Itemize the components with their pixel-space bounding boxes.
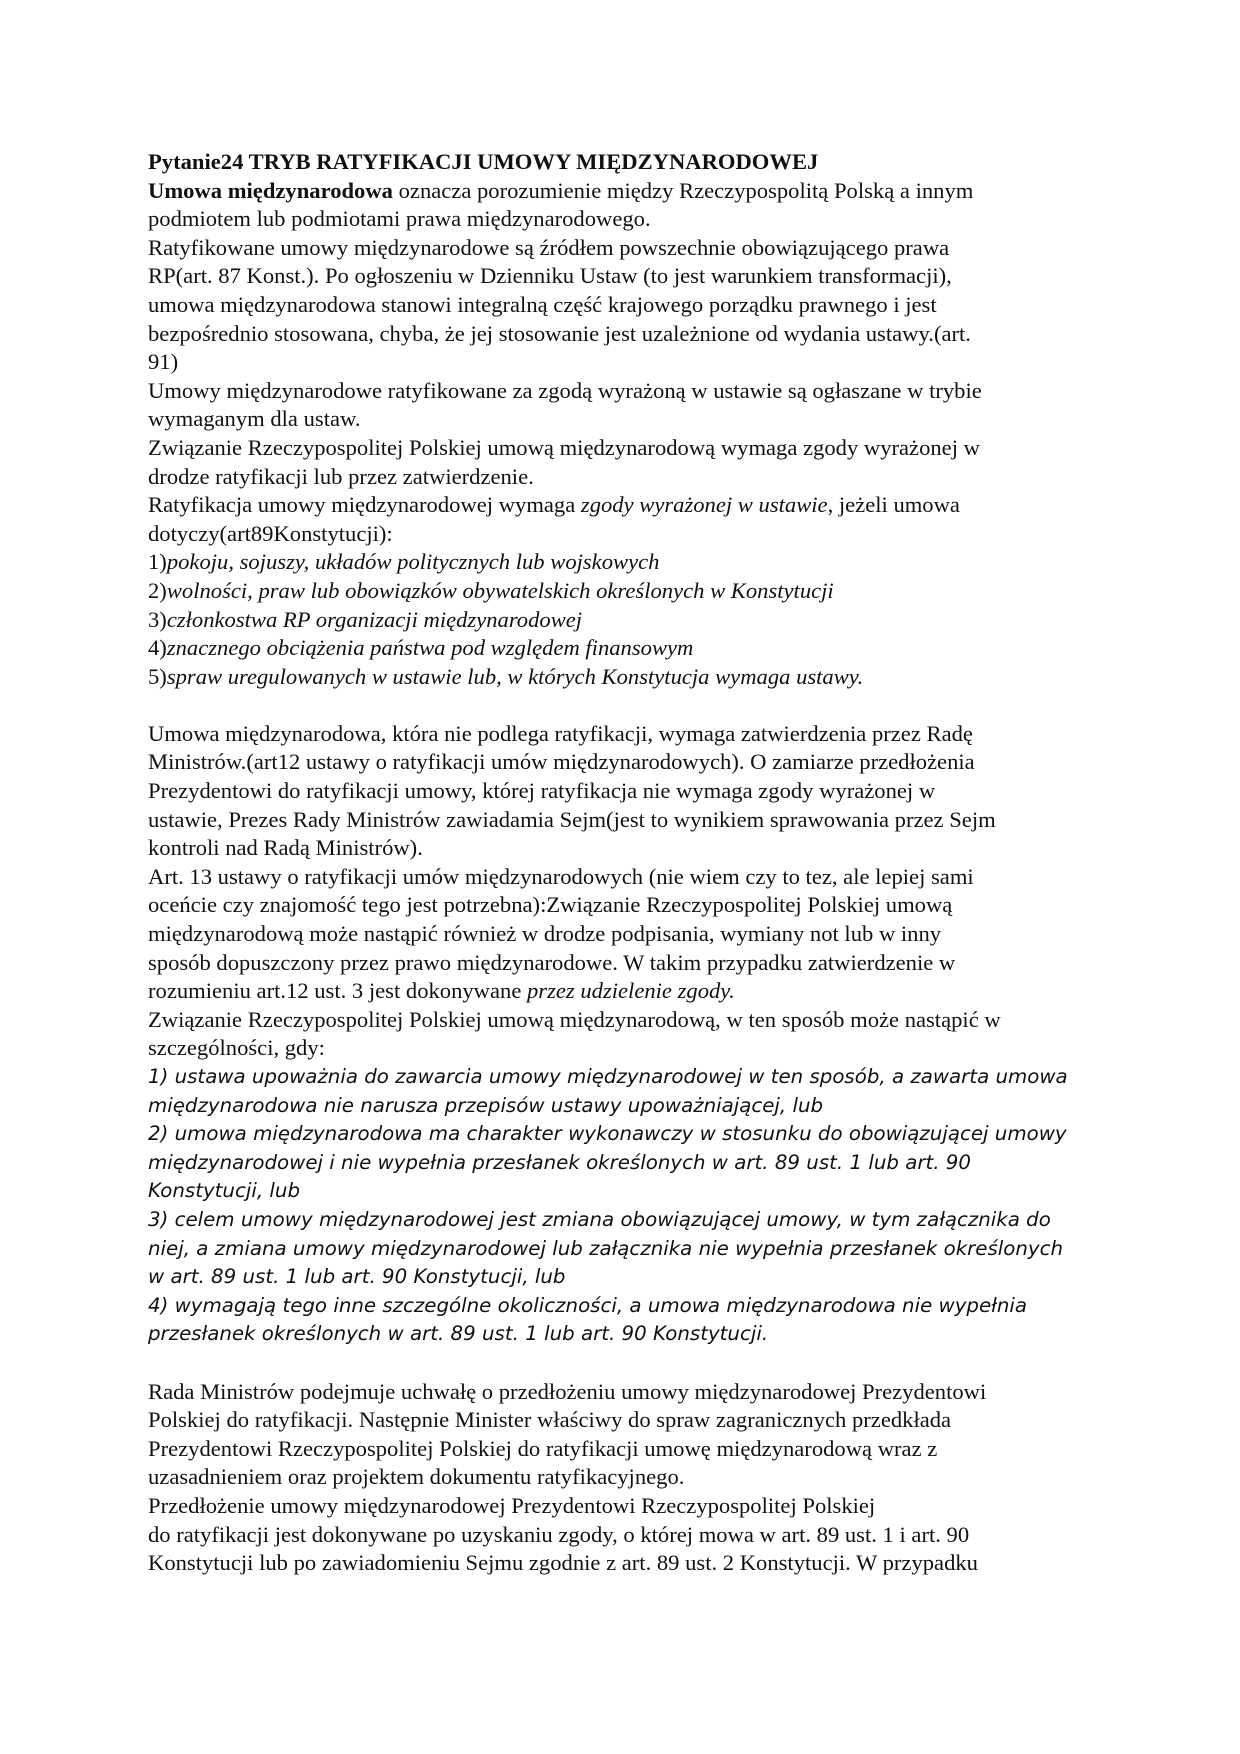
paragraph-line: uzasadnieniem oraz projektem dokumentu ratyfikacyjnego. [148,1464,685,1490]
paragraph-line: szczególności, gdy: [148,1035,325,1061]
paragraph-line: dotyczy(art89Konstytucji): [148,520,393,546]
paragraph-line: Ministrów.(art12 ustawy o ratyfikacji umów międzynarodowych). O zamiarze przedłożenia [148,749,975,775]
paragraph-line: sposób dopuszczony przez prawo międzynarodowe. W takim przypadku zatwierdzenie w [148,949,956,975]
title-prefix: Pytanie24 [148,149,244,174]
list-line: 4) wymagają tego inne szczególne okoliczności, a umowa międzynarodowa nie wypełnia [148,1293,1027,1317]
paragraph-line: do ratyfikacji jest dokonywane po uzyskaniu zgody, o której mowa w art. 89 ust. 1 i art. 90 [148,1521,970,1547]
list-number: 1) [148,549,167,575]
paragraph-line: Prezydentowi Rzeczypospolitej Polskiej do ratyfikacji umowę międzynarodową wraz z [148,1435,938,1461]
paragraph-line: ustawie, Prezes Rady Ministrów zawiadamia Sejm(jest to wynikiem sprawowania przez Sejm [148,806,996,832]
text-run: Ratyfikacja umowy międzynarodowej wymaga [148,492,581,518]
paragraph-line: Związanie Rzeczypospolitej Polskiej umową międzynarodową, w ten sposób może nastąpić w [148,1006,1001,1032]
list-item [148,577,1092,606]
list-item [148,606,1092,635]
list-item [148,634,1092,663]
paragraph-line: międzynarodową może nastąpić również w drodze podpisania, wymiany not lub w inny [148,921,942,947]
italic-run: przez udzielenie zgody. [527,978,735,1004]
paragraph-line: Związanie Rzeczypospolitej Polskiej umową międzynarodową wymaga zgody wyrażonej w [148,434,980,460]
list-number: 3) [148,606,167,632]
paragraph-line [148,491,1092,520]
list-line: w art. 89 ust. 1 lub art. 90 Konstytucji, lub [148,1265,566,1289]
list-item [148,663,1092,692]
paragraph-line [148,977,1092,1006]
paragraph-line: umowa międzynarodowa stanowi integralną część krajowego porządku prawnego i jest [148,291,937,317]
blank-line [148,1349,1092,1378]
paragraph-line: Prezydentowi do ratyfikacji umowy, której ratyfikacja nie wymaga zgody wyrażonej w [148,778,936,804]
list-line: 2) umowa międzynarodowa ma charakter wykonawczy w stosunku do obowiązującej umowy [148,1122,1067,1146]
list-line: 1) ustawa upoważnia do zawarcia umowy międzynarodowej w ten sposób, a zawarta umowa [148,1065,1068,1088]
blank-line [148,691,1092,720]
list-line: przesłanek określonych w art. 89 ust. 1 lub art. 90 Konstytucji. [148,1322,769,1346]
text-run: rozumieniu art.12 ust. 3 jest dokonywane [148,978,527,1004]
paragraph-line: kontroli nad Radą Ministrów). [148,835,423,861]
paragraph-line: oceńcie czy znajomość tego jest potrzebna):Związanie Rzeczypospolitej Polskiej umową [148,892,953,918]
paragraph-line: Art. 13 ustawy o ratyfikacji umów międzynarodowych (nie wiem czy to tez, ale lepiej sami [148,863,974,889]
paragraph-line: drodze ratyfikacji lub przez zatwierdzenie. [148,463,534,489]
paragraph-line: wymaganym dla ustaw. [148,406,361,432]
list-line: niej, a zmiana umowy międzynarodowej lub załącznika nie wypełnia przesłanek określonych [148,1236,1064,1260]
list-line: międzynarodowej i nie wypełnia przesłanek określonych w art. 89 ust. 1 lub art. 90 [148,1150,971,1174]
list-text: spraw uregulowanych w ustawie lub, w których Konstytucja wymaga ustawy. [166,663,864,689]
list-line: międzynarodowa nie narusza przepisów ustawy upoważniającej, lub [148,1093,824,1117]
list-number: 2) [148,577,167,603]
paragraph-line: bezpośrednio stosowana, chyba, że jej stosowanie jest uzależnione od wydania ustawy.(art. [148,320,971,346]
text-run: oznacza porozumienie między Rzeczypospolitą Polską a innym [392,177,974,203]
paragraph-line [148,177,1092,206]
list-line: Konstytucji, lub [148,1179,301,1203]
paragraph-line: Umowa międzynarodowa, która nie podlega ratyfikacji, wymaga zatwierdzenia przez Radę [148,720,973,746]
paragraph-line: Polskiej do ratyfikacji. Następnie Minister właściwy do spraw zagranicznych przedkłada [148,1407,952,1433]
paragraph-line: 91) [148,349,179,375]
title-heading: TRYB RATYFIKACJI UMOWY MIĘDZYNARODOWEJ [243,149,819,174]
bold-term: Umowa międzynarodowa [148,177,393,203]
paragraph-line: podmiotem lub podmiotami prawa międzynarodowego. [148,206,651,232]
list-line: 3) celem umowy międzynarodowej jest zmiana obowiązującej umowy, w tym załącznika do [148,1207,1051,1231]
paragraph-line: Rada Ministrów podejmuje uchwałę o przedłożeniu umowy międzynarodowej Prezydentowi [148,1378,987,1404]
italic-run: zgody wyrażonej w ustawie [580,492,828,518]
question-title [148,148,1092,177]
list-text: znacznego obciążenia państwa pod względem finansowym [166,635,694,661]
paragraph-line: Umowy międzynarodowe ratyfikowane za zgodą wyrażoną w ustawie są ogłaszane w trybie [148,377,982,403]
list-text: pokoju, sojuszy, układów politycznych lub wojskowych [166,549,660,575]
list-text: członkostwa RP organizacji międzynarodowej [166,606,583,632]
list-number: 5) [148,663,167,689]
list-item [148,548,1092,577]
paragraph-line: Konstytucji lub po zawiadomieniu Sejmu zgodnie z art. 89 ust. 2 Konstytucji. W przypadku [148,1550,978,1576]
paragraph-line: RP(art. 87 Konst.). Po ogłoszeniu w Dzienniku Ustaw (to jest warunkiem transformacji), [148,263,952,289]
text-run: , jeżeli umowa [827,492,960,518]
paragraph-line: Ratyfikowane umowy międzynarodowe są źródłem powszechnie obowiązującego prawa [148,234,950,260]
document-body [148,148,1092,1578]
paragraph-line: Przedłożenie umowy międzynarodowej Prezydentowi Rzeczypospolitej Polskiej [148,1492,876,1518]
list-text: wolności, praw lub obowiązków obywatelskich określonych w Konstytucji [166,577,834,603]
list-number: 4) [148,635,167,661]
